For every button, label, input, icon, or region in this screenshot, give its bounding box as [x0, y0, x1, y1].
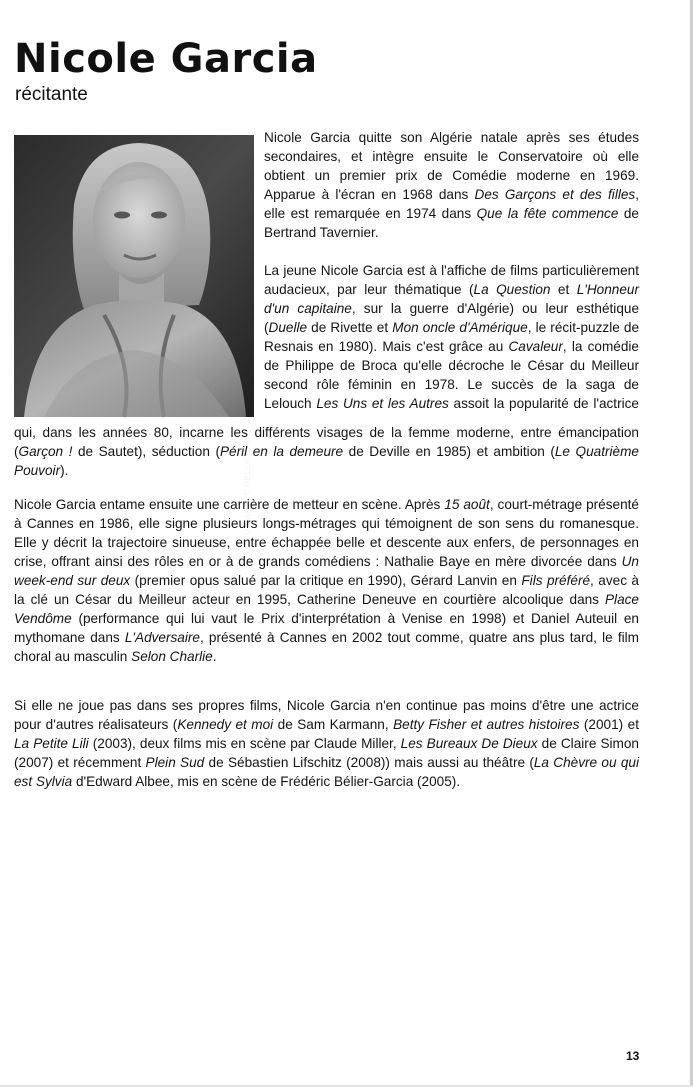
page-subtitle: récitante: [15, 84, 88, 105]
page-number: 13: [626, 1049, 640, 1063]
bio-paragraph-1: [264, 128, 639, 242]
text-run: , la comédie de Philippe de Broca qu'elle décroche le César du Meilleur second rôle féminin en 1978. Le succès de la saga de Lelouch: [264, 339, 639, 411]
page-title: Nicole Garcia: [14, 36, 318, 82]
bio-paragraph-3: [14, 495, 639, 666]
text-run: de Bertrand Tavernier.: [264, 206, 639, 240]
text-run: de Sam Karmann,: [273, 717, 394, 732]
text-run: qui, dans les années 80, incarne les différents visages de la femme moderne, entre émancipation (: [14, 425, 639, 459]
text-run: assoit la popularité de l'actrice: [448, 396, 639, 411]
text-run: (2003), deux films mis en scène par Claude Miller,: [88, 736, 401, 751]
text-run: Si elle ne joue pas dans ses propres films, Nicole Garcia n'en continue pas moins d'être une actrice pour d'autres réalisateurs (: [14, 698, 639, 732]
text-run: de Rivette et: [307, 320, 393, 335]
italic-title: Mon oncle d'Amérique: [392, 320, 528, 335]
text-run: (2001) et: [579, 717, 639, 732]
italic-title: Duelle: [268, 320, 308, 335]
italic-title: Des Garçons et des filles: [474, 187, 636, 202]
italic-title: Garçon !: [18, 444, 73, 459]
text-run: de Sébastien Lifschitz (2008)) mais aussi au théâtre (: [204, 755, 534, 770]
portrait-illustration: [14, 135, 254, 417]
italic-title: Plein Sud: [145, 755, 205, 770]
text-run: Nicole Garcia quitte son Algérie natale après ses études secondaires, et intègre ensuite le Conservatoire où elle obtient un premier prix de Comédie moderne en 1969. Apparue à l'écran en 1968 dans: [264, 130, 639, 202]
italic-title: La Question: [473, 282, 551, 297]
text-run: de Deville en 1985) et ambition (: [343, 444, 555, 459]
text-run: , avec à la clé un César du Meilleur acteur en 1995, Catherine Deneuve en courtière alcoolique dans: [14, 573, 639, 607]
text-run: , sur la guerre d'Algérie) ou leur esthétique (: [264, 301, 640, 335]
text-run: , court-métrage présenté à Cannes en 1986, elle signe plusieurs longs-métrages qui témoignent de son sens du romanesque. Elle y décrit la trajectoire sinueuse, entre échappée belle et descente aux enfers, de personnages en crise, offrant ainsi des rôles en or à de grands comédiens : Nathalie Baye en mère divorcée dans: [14, 497, 639, 569]
photo-credit: © CAROLE BELLAÏCHE: [242, 436, 252, 535]
text-run: , le récit-puzzle de Resnais en 1980). Mais c'est grâce au: [264, 320, 640, 354]
text-run: (premier opus salué par la critique en 1990), Gérard Lanvin en: [130, 573, 522, 588]
italic-title: La Chèvre ou qui est Sylvia: [14, 755, 639, 789]
italic-title: L'Honneur d'un capitaine: [264, 282, 639, 316]
italic-title: Cavaleur: [508, 339, 563, 354]
italic-title: Fils préféré: [521, 573, 591, 588]
text-run: La jeune Nicole Garcia est à l'affiche de films particulièrement audacieux, par leur thématique (: [264, 263, 639, 297]
italic-title: Péril en la demeure: [219, 444, 344, 459]
italic-title: Le Quatrième Pouvoir: [14, 444, 639, 478]
text-run: de Sautet), séduction (: [72, 444, 220, 459]
text-run: (performance qui lui vaut le Prix d'interprétation à Venise en 1998) et Daniel Auteuil en mythomane dans: [14, 611, 639, 645]
text-run: , présenté à Cannes en 2002 tout comme, quatre ans plus tard, le film choral au masculin: [14, 630, 639, 664]
bio-paragraph-2-continued: [14, 423, 639, 480]
italic-title: Les Uns et les Autres: [316, 396, 449, 411]
text-run: et: [550, 282, 577, 297]
italic-title: Betty Fisher et autres histoires: [393, 717, 580, 732]
italic-title: Kennedy et moi: [177, 717, 274, 732]
italic-title: Place Vendôme: [14, 592, 639, 626]
bio-paragraph-2: [264, 261, 639, 413]
italic-title: 15 août: [444, 497, 490, 512]
text-run: Nicole Garcia entame ensuite une carrière de metteur en scène. Après: [14, 497, 445, 512]
italic-title: Selon Charlie: [131, 649, 213, 664]
italic-title: L'Adversaire: [124, 630, 200, 645]
text-run: ).: [60, 463, 69, 478]
italic-title: Un week-end sur deux: [14, 554, 639, 588]
italic-title: Que la fête commence: [476, 206, 619, 221]
bio-paragraph-4: [14, 696, 639, 791]
text-run: de Claire Simon (2007) et récemment: [14, 736, 639, 770]
text-run: .: [212, 649, 217, 664]
italic-title: Les Bureaux De Dieux: [400, 736, 538, 751]
text-run: , elle est remarquée en 1974 dans: [264, 187, 639, 221]
text-run: d'Edward Albee, mis en scène de Frédéric Bélier-Garcia (2005).: [72, 774, 461, 789]
italic-title: La Petite Lili: [14, 736, 89, 751]
bio-column: [264, 128, 639, 413]
